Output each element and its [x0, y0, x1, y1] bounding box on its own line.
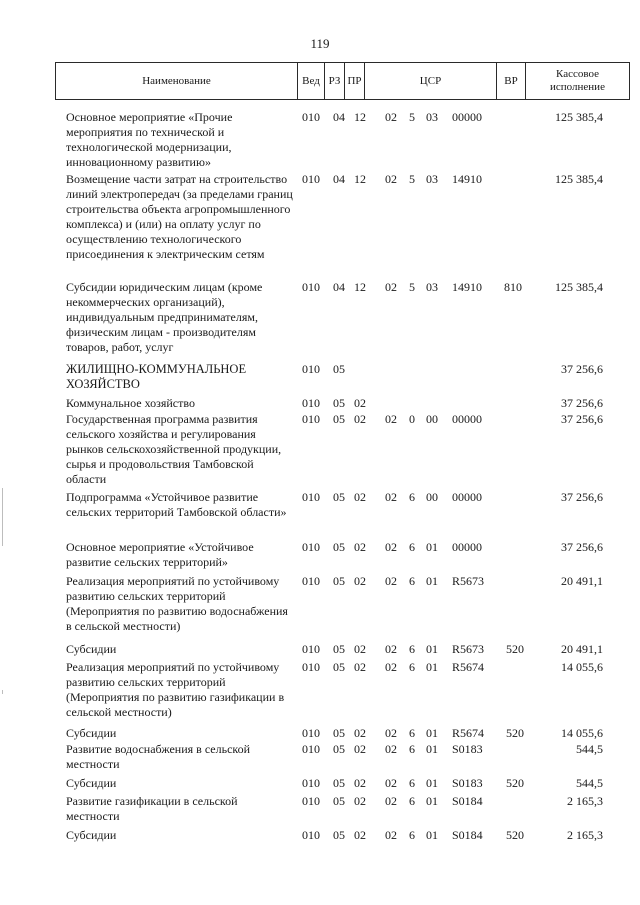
row-csr-subprogram: 5	[409, 280, 415, 294]
row-rz: 05	[333, 794, 345, 808]
row-name: Развитие водоснабжения в сельской местности	[66, 742, 251, 771]
scan-artifact	[2, 488, 3, 546]
row-pr: 02	[354, 742, 366, 756]
row-csr-activity: 01	[426, 828, 438, 842]
row-csr-direction: 14910	[452, 172, 482, 186]
header-csr: ЦСР	[364, 62, 497, 100]
row-name: Реализация мероприятий по устойчивому развитию сельских территорий (Мероприятия по развитию газификации в сельской местности)	[66, 660, 285, 719]
row-ved: 010	[302, 110, 320, 124]
row-csr-direction: S0183	[452, 742, 483, 756]
row-amount: 125 385,4	[555, 110, 603, 124]
row-amount: 14 055,6	[561, 660, 603, 674]
row-ved: 010	[302, 280, 320, 294]
row-pr: 02	[354, 828, 366, 842]
row-ved: 010	[302, 396, 320, 410]
row-rz: 05	[333, 642, 345, 656]
row-rz: 05	[333, 412, 345, 426]
row-csr-direction: R5674	[452, 726, 485, 740]
row-csr-activity: 03	[426, 280, 438, 294]
row-vr: 520	[506, 776, 524, 790]
row-csr-program: 02	[385, 776, 397, 790]
row-csr-activity: 01	[426, 776, 438, 790]
row-csr-subprogram: 6	[409, 726, 415, 740]
row-pr: 02	[354, 726, 366, 740]
row-csr-direction: 14910	[452, 280, 482, 294]
row-vr: 520	[506, 642, 524, 656]
table-header	[55, 62, 630, 102]
row-csr-subprogram: 6	[409, 642, 415, 656]
row-csr-direction: 00000	[452, 490, 482, 504]
row-name: ЖИЛИЩНО-КОММУНАЛЬНОЕ ХОЗЯЙСТВО	[66, 362, 247, 391]
row-name: Субсидии	[66, 726, 117, 740]
row-csr-subprogram: 6	[409, 660, 415, 674]
row-csr-subprogram: 5	[409, 110, 415, 124]
header-pr: ПР	[344, 62, 365, 100]
row-name: Основное мероприятие «Устойчивое развитие сельских территорий»	[66, 540, 254, 569]
row-rz: 05	[333, 742, 345, 756]
row-rz: 05	[333, 540, 345, 554]
row-csr-activity: 03	[426, 110, 438, 124]
row-csr-activity: 00	[426, 490, 438, 504]
row-amount: 544,5	[576, 742, 603, 756]
row-vr: 810	[504, 280, 522, 294]
row-rz: 05	[333, 660, 345, 674]
row-name: Основное мероприятие «Прочие мероприятия по технической и технологической модернизации, инновационному развитию»	[66, 110, 233, 169]
row-amount: 37 256,6	[561, 540, 603, 554]
row-rz: 04	[333, 172, 345, 186]
row-csr-activity: 01	[426, 660, 438, 674]
row-pr: 12	[354, 172, 366, 186]
row-vr: 520	[506, 828, 524, 842]
row-pr: 12	[354, 110, 366, 124]
row-name: Развитие газификации в сельской местности	[66, 794, 238, 823]
row-csr-program: 02	[385, 110, 397, 124]
row-csr-subprogram: 6	[409, 794, 415, 808]
row-rz: 05	[333, 396, 345, 410]
row-amount: 20 491,1	[561, 574, 603, 588]
row-rz: 04	[333, 110, 345, 124]
row-csr-program: 02	[385, 172, 397, 186]
row-csr-program: 02	[385, 574, 397, 588]
row-csr-program: 02	[385, 280, 397, 294]
row-pr: 02	[354, 412, 366, 426]
row-csr-subprogram: 5	[409, 172, 415, 186]
row-csr-direction: S0184	[452, 794, 483, 808]
row-pr: 02	[354, 490, 366, 504]
row-csr-activity: 00	[426, 412, 438, 426]
row-amount: 37 256,6	[561, 490, 603, 504]
row-name: Коммунальное хозяйство	[66, 396, 195, 410]
row-ved: 010	[302, 742, 320, 756]
row-pr: 02	[354, 574, 366, 588]
row-csr-direction: R5674	[452, 660, 485, 674]
row-amount: 37 256,6	[561, 412, 603, 426]
row-amount: 125 385,4	[555, 280, 603, 294]
row-csr-activity: 01	[426, 794, 438, 808]
row-vr: 520	[506, 726, 524, 740]
row-csr-direction: S0184	[452, 828, 483, 842]
row-ved: 010	[302, 172, 320, 186]
row-csr-program: 02	[385, 660, 397, 674]
row-csr-activity: 01	[426, 726, 438, 740]
row-amount: 37 256,6	[561, 396, 603, 410]
row-csr-program: 02	[385, 726, 397, 740]
row-csr-activity: 01	[426, 742, 438, 756]
row-csr-activity: 01	[426, 642, 438, 656]
row-amount: 544,5	[576, 776, 603, 790]
row-rz: 05	[333, 574, 345, 588]
row-csr-subprogram: 0	[409, 412, 415, 426]
row-csr-program: 02	[385, 490, 397, 504]
row-csr-direction: R5673	[452, 642, 485, 656]
row-ved: 010	[302, 362, 320, 376]
row-ved: 010	[302, 490, 320, 504]
header-rz: РЗ	[324, 62, 345, 100]
row-ved: 010	[302, 726, 320, 740]
row-rz: 05	[333, 726, 345, 740]
row-name: Субсидии	[66, 776, 117, 790]
row-amount: 125 385,4	[555, 172, 603, 186]
row-amount: 14 055,6	[561, 726, 603, 740]
row-csr-program: 02	[385, 794, 397, 808]
row-csr-program: 02	[385, 828, 397, 842]
header-ved: Вед	[297, 62, 325, 100]
row-name: Субсидии юридическим лицам (кроме некоммерческих организаций), индивидуальным предпринимателям, физическим лицам - производителям товаров, работ, услуг	[66, 280, 263, 354]
scan-artifact	[2, 690, 3, 694]
row-csr-subprogram: 6	[409, 828, 415, 842]
row-name: Реализация мероприятий по устойчивому развитию сельских территорий (Мероприятия по развитию водоснабжения в сельской местности)	[66, 574, 288, 633]
row-csr-program: 02	[385, 742, 397, 756]
row-name: Субсидии	[66, 642, 117, 656]
row-ved: 010	[302, 660, 320, 674]
page-number: 119	[310, 36, 330, 51]
row-amount: 37 256,6	[561, 362, 603, 376]
row-rz: 04	[333, 280, 345, 294]
row-csr-direction: R5673	[452, 574, 485, 588]
row-ved: 010	[302, 776, 320, 790]
row-rz: 05	[333, 776, 345, 790]
row-csr-subprogram: 6	[409, 776, 415, 790]
row-name: Субсидии	[66, 828, 117, 842]
row-rz: 05	[333, 362, 345, 376]
row-pr: 02	[354, 540, 366, 554]
row-csr-direction: 00000	[452, 412, 482, 426]
row-amount: 20 491,1	[561, 642, 603, 656]
row-csr-direction: 00000	[452, 540, 482, 554]
row-name: Государственная программа развития сельского хозяйства и регулирования рынков сельскохозяйственной продукции, сырья и продовольствия Тамбовской области	[66, 412, 282, 486]
row-pr: 02	[354, 642, 366, 656]
header-vr: ВР	[496, 62, 526, 100]
row-pr: 12	[354, 280, 366, 294]
row-ved: 010	[302, 794, 320, 808]
row-csr-program: 02	[385, 540, 397, 554]
row-csr-subprogram: 6	[409, 742, 415, 756]
row-amount: 2 165,3	[567, 828, 603, 842]
row-pr: 02	[354, 776, 366, 790]
row-ved: 010	[302, 828, 320, 842]
row-csr-subprogram: 6	[409, 490, 415, 504]
row-amount: 2 165,3	[567, 794, 603, 808]
row-pr: 02	[354, 396, 366, 410]
row-name: Возмещение части затрат на строительство линий электропередач (за пределами границ строительства объекта агропромышленного комплекса) и (или) на оплату услуг по осуществлению технологического присоединения к электрическим сетям	[66, 172, 293, 261]
row-csr-program: 02	[385, 412, 397, 426]
row-csr-activity: 03	[426, 172, 438, 186]
row-csr-subprogram: 6	[409, 540, 415, 554]
row-csr-program: 02	[385, 642, 397, 656]
row-pr: 02	[354, 794, 366, 808]
row-csr-direction: S0183	[452, 776, 483, 790]
header-name: Наименование	[55, 62, 298, 100]
row-rz: 05	[333, 490, 345, 504]
row-ved: 010	[302, 574, 320, 588]
row-pr: 02	[354, 660, 366, 674]
row-csr-activity: 01	[426, 574, 438, 588]
row-csr-direction: 00000	[452, 110, 482, 124]
row-name: Подпрограмма «Устойчивое развитие сельских территорий Тамбовской области»	[66, 490, 287, 519]
header-amount: Кассовое исполнение	[525, 62, 630, 100]
row-rz: 05	[333, 828, 345, 842]
row-csr-activity: 01	[426, 540, 438, 554]
row-ved: 010	[302, 540, 320, 554]
row-ved: 010	[302, 412, 320, 426]
row-csr-subprogram: 6	[409, 574, 415, 588]
row-ved: 010	[302, 642, 320, 656]
